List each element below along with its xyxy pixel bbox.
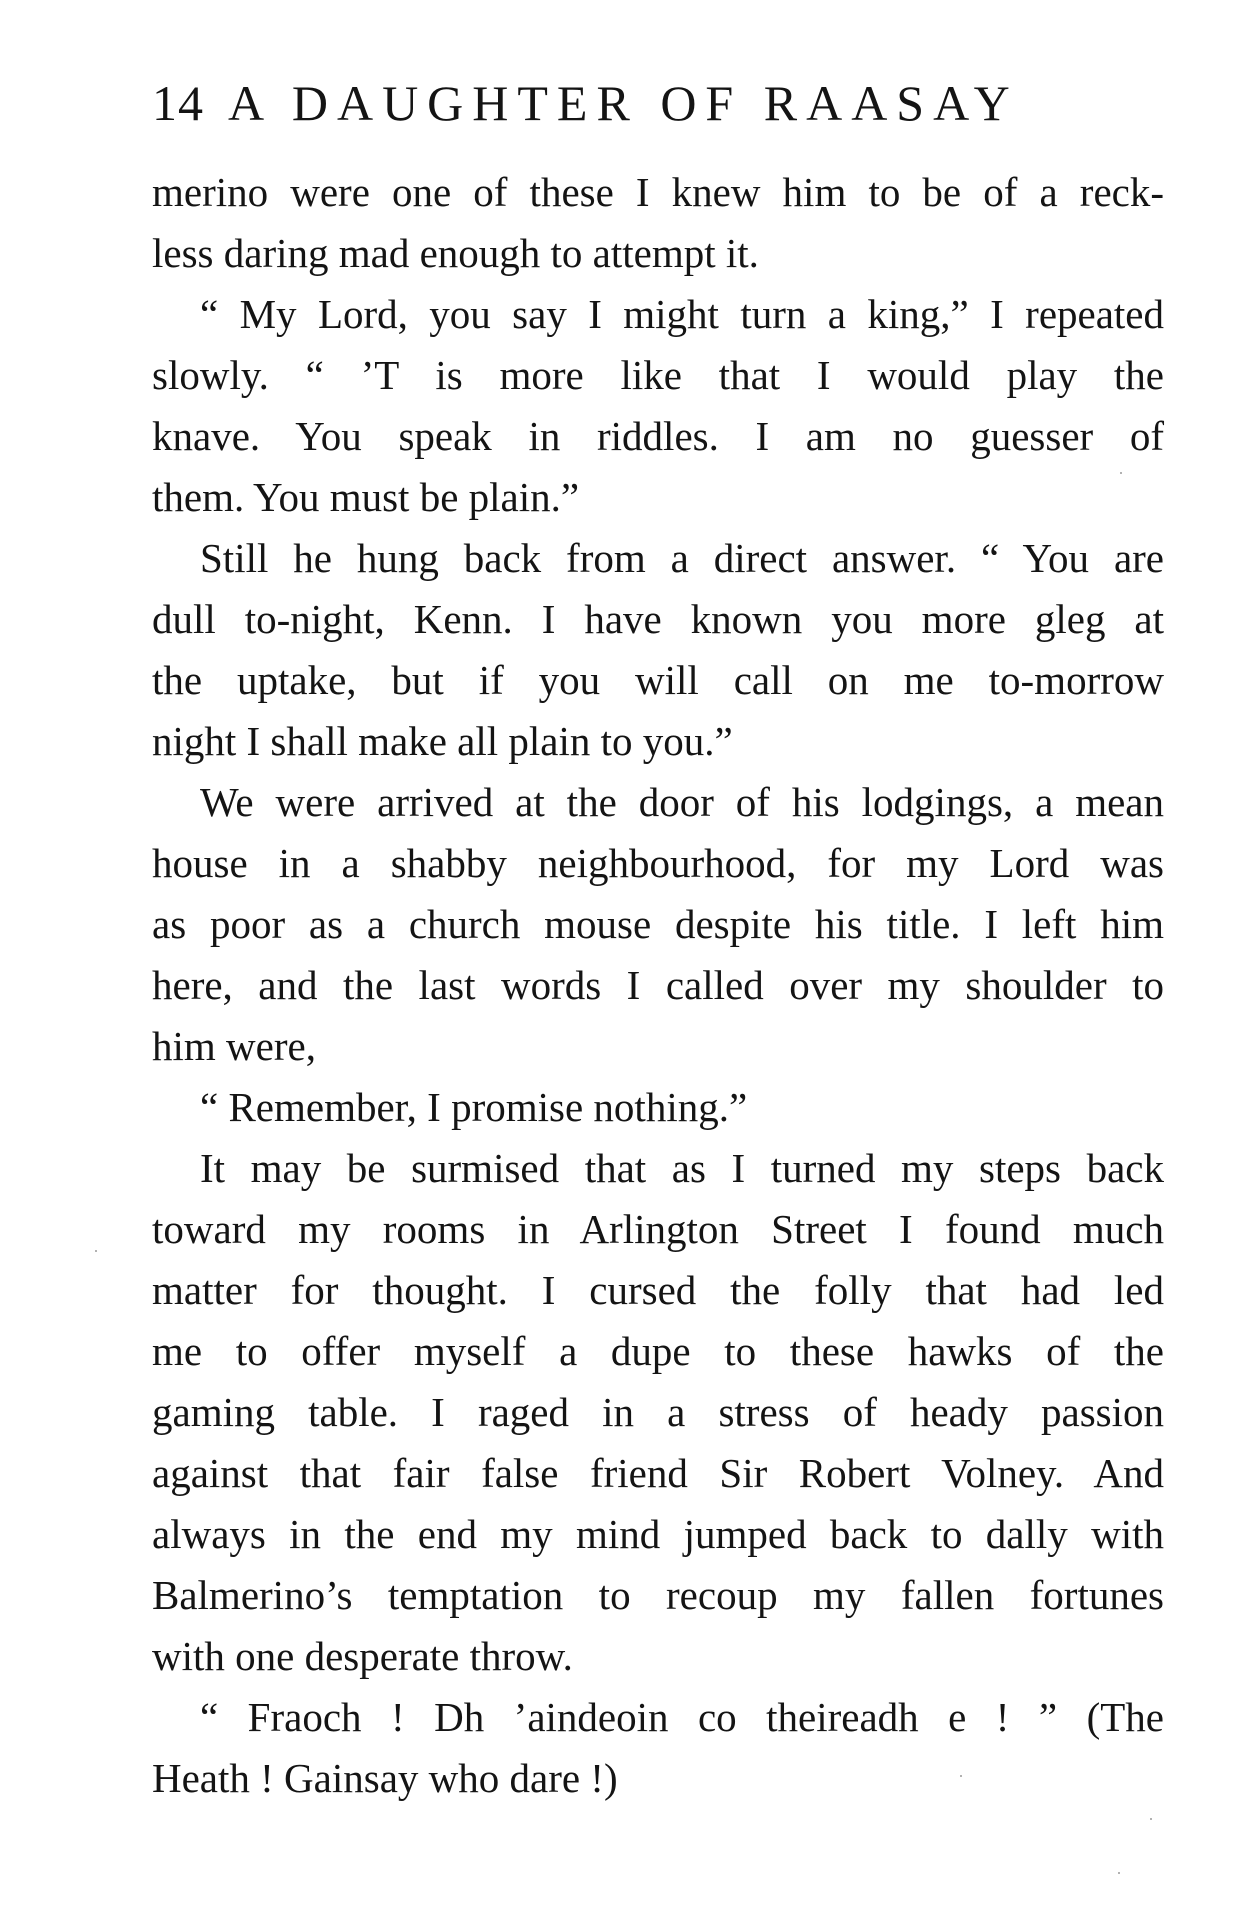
paper-speck — [960, 1775, 962, 1777]
text-line: Heath ! Gainsay who dare !) — [152, 1755, 618, 1801]
book-title: A DAUGHTER OF RAASAY — [228, 75, 1019, 131]
text-line: slowly. “ ’T is more like that I would play the — [152, 352, 1164, 398]
paper-speck — [95, 1250, 97, 1252]
text-line: always in the end my mind jumped back to dally with — [152, 1511, 1164, 1557]
text-line: toward my rooms in Arlington Street I found much — [152, 1206, 1164, 1252]
text-line: with one desperate throw. — [152, 1633, 573, 1679]
text-line: house in a shabby neighbourhood, for my Lord was — [152, 840, 1164, 886]
text-line: as poor as a church mouse despite his title. I left him — [152, 901, 1164, 947]
running-head — [152, 68, 1162, 138]
text-line: Balmerino’s temptation to recoup my fallen fortunes — [152, 1572, 1164, 1618]
text-line: him were, — [152, 1023, 316, 1069]
text-line: We were arrived at the door of his lodgings, a mean — [200, 779, 1164, 825]
text-line: them. You must be plain.” — [152, 474, 580, 520]
text-line: gaming table. I raged in a stress of heady passion — [152, 1389, 1164, 1435]
page-number: 14 — [152, 75, 204, 131]
text-line: It may be surmised that as I turned my steps back — [200, 1145, 1164, 1191]
paper-speck — [1150, 1818, 1152, 1820]
text-line: me to offer myself a dupe to these hawks of the — [152, 1328, 1164, 1374]
text-line: dull to-night, Kenn. I have known you more gleg at — [152, 596, 1164, 642]
text-line: matter for thought. I cursed the folly that had led — [152, 1267, 1164, 1313]
paper-speck — [1118, 1872, 1120, 1874]
text-line: Still he hung back from a direct answer. “ You are — [200, 535, 1164, 581]
paper-speck — [1120, 472, 1122, 474]
text-line: “ Remember, I promise nothing.” — [200, 1084, 748, 1130]
text-line: merino were one of these I knew him to be of a reck- — [152, 169, 1164, 215]
text-line: knave. You speak in riddles. I am no guesser of — [152, 413, 1164, 459]
text-line: the uptake, but if you will call on me to-morrow — [152, 657, 1164, 703]
text-line: against that fair false friend Sir Robert Volney. And — [152, 1450, 1164, 1496]
text-line: less daring mad enough to attempt it. — [152, 230, 759, 276]
text-line: here, and the last words I called over my shoulder to — [152, 962, 1164, 1008]
text-line: “ Fraoch ! Dh ’aindeoin co theireadh e ! ” (The — [200, 1694, 1164, 1740]
text-line: night I shall make all plain to you.” — [152, 718, 733, 764]
text-line: “ My Lord, you say I might turn a king,” I repeated — [200, 291, 1164, 337]
body-text — [152, 162, 1164, 1809]
